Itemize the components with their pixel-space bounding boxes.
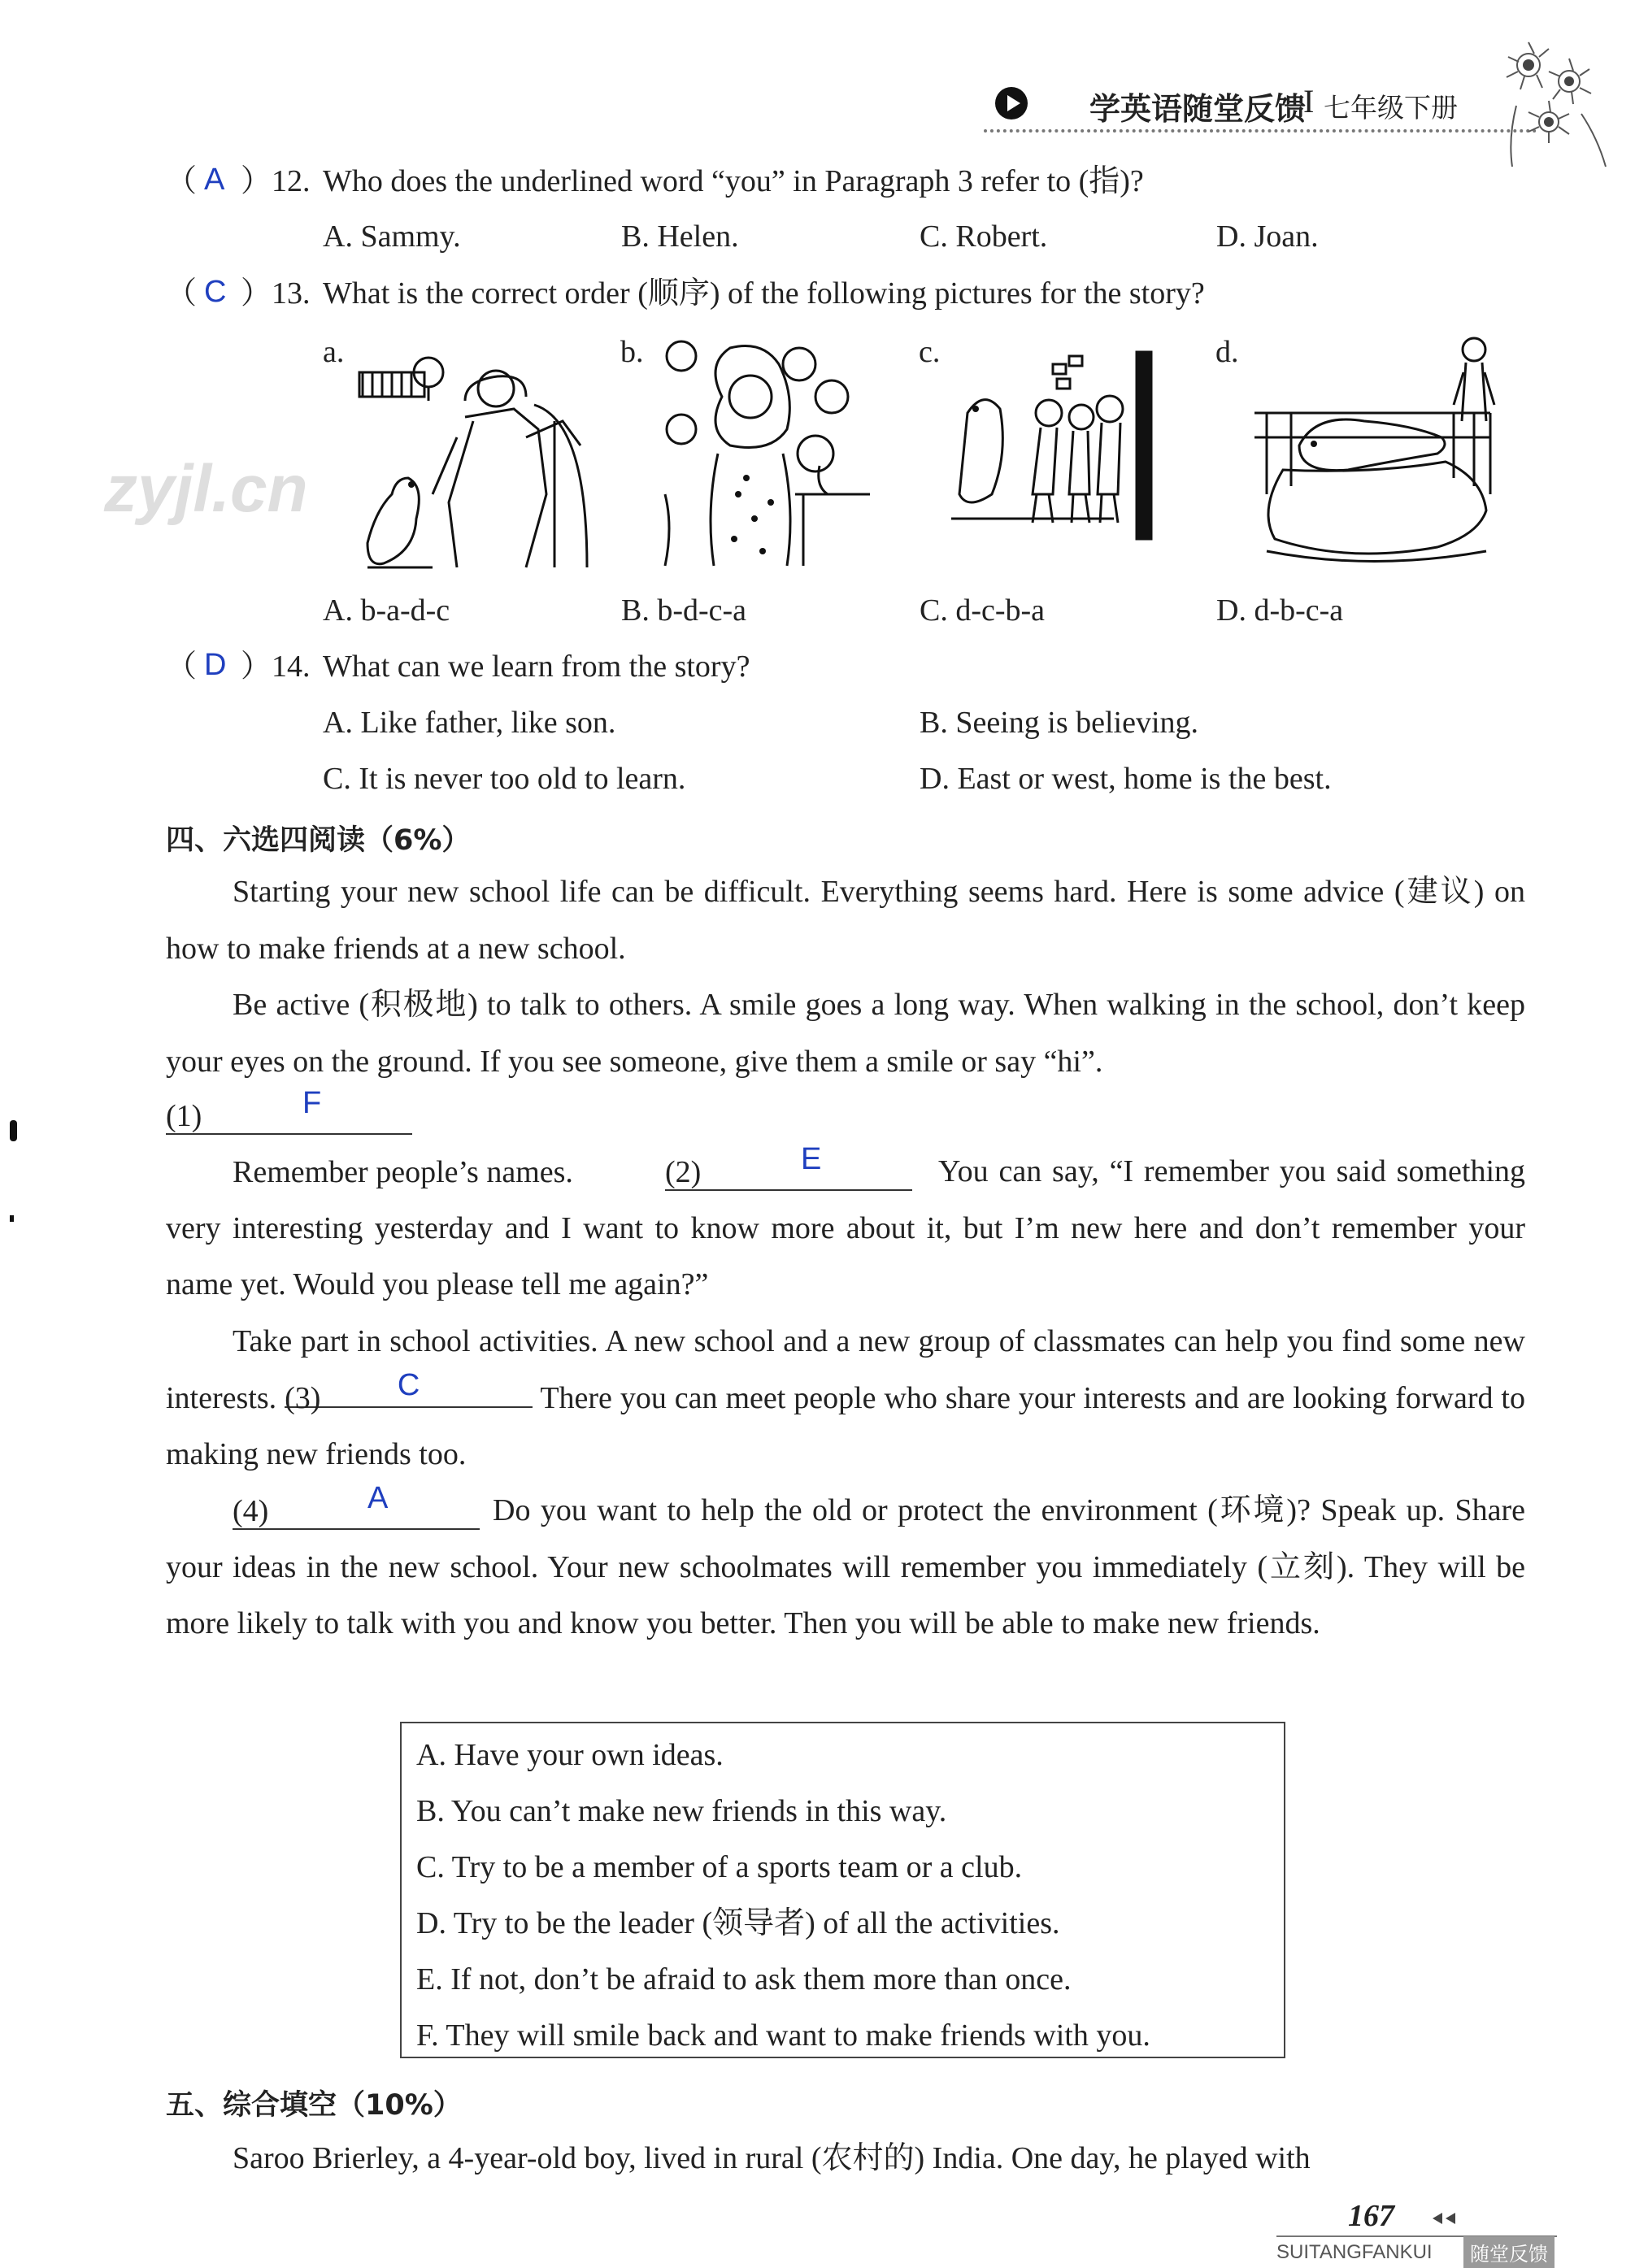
section-4-paragraph-1-text: Starting your new school life can be difficult. Everything seems hard. Here is some advice (建议) on how to make friends at a new school. bbox=[166, 875, 1525, 966]
question-14-number: 14. bbox=[272, 650, 311, 684]
question-12-close-paren: ） bbox=[241, 164, 272, 198]
question-14-stem: What can we learn from the story? bbox=[323, 650, 750, 684]
watermark: zyjl.cn bbox=[104, 452, 308, 526]
blank-3-label: (3) bbox=[285, 1380, 321, 1415]
question-14-option-b: B. Seeing is believing. bbox=[920, 706, 1199, 740]
footer-brand: SUITANGFANKUI bbox=[1276, 2241, 1433, 2263]
section-4-paragraph-5-text: Do you want to help the old or protect the environment (环境)? Speak up. Share your ideas in the new school. Your new schoolmates will remember you immediately (立刻). They will be more likely to talk with you and know you better. Then you will be able to make new friends. bbox=[166, 1493, 1525, 1640]
option-d: D. Try to be the leader (领导者) of all the activities. bbox=[416, 1906, 1060, 1940]
section-4-paragraph-5 bbox=[166, 1483, 1525, 1653]
header bbox=[984, 77, 1545, 142]
blank-1-line bbox=[166, 1133, 412, 1135]
picture-label-d: d. bbox=[1215, 335, 1239, 369]
question-14-close-paren: ） bbox=[241, 650, 272, 684]
question-14-option-a: A. Like father, like son. bbox=[323, 706, 616, 740]
picture-d-seal-on-rock bbox=[1250, 332, 1496, 567]
footer-badge: 随堂反馈 bbox=[1463, 2236, 1555, 2268]
blank-2-answer: E bbox=[801, 1142, 822, 1176]
section-5-heading: 五、综合填空（10%） bbox=[166, 2089, 462, 2122]
option-a: A. Have your own ideas. bbox=[416, 1738, 724, 1772]
question-14-option-d: D. East or west, home is the best. bbox=[920, 762, 1332, 796]
question-12-answer: A bbox=[204, 163, 225, 197]
picture-c-children-seal bbox=[951, 332, 1175, 543]
blank-1-answer: F bbox=[302, 1086, 322, 1120]
section-5-paragraph-1 bbox=[166, 2131, 1525, 2188]
option-b: B. You can’t make new friends in this way. bbox=[416, 1794, 947, 1828]
question-13-option-a: A. b-a-d-c bbox=[323, 593, 450, 628]
picture-b-classroom bbox=[657, 332, 870, 567]
question-13-option-b: B. b-d-c-a bbox=[621, 593, 747, 628]
section-4-paragraph-3-start: Remember people’s names. bbox=[233, 1155, 573, 1189]
section-4-heading: 四、六选四阅读（6%） bbox=[166, 824, 471, 857]
question-12-stem: Who does the underlined word “you” in Paragraph 3 refer to (指)? bbox=[323, 164, 1144, 198]
question-14-open-paren: （ bbox=[166, 650, 198, 684]
blank-3 bbox=[285, 1367, 533, 1415]
header-grade: 七年级下册 bbox=[1324, 92, 1458, 124]
section-4-paragraph-4-text: Take part in school activities. A new school and a new group of classmates can help you find some new interests. bbox=[166, 1324, 1525, 1415]
blank-3-answer: C bbox=[397, 1367, 420, 1402]
blank-1-label: (1) bbox=[166, 1099, 202, 1133]
section-5-paragraph-1-text: Saroo Brierley, a 4-year-old boy, lived in rural (农村的) India. One day, he played with bbox=[233, 2141, 1311, 2175]
section-4-paragraph-3-text: You can say, “I remember you said something very interesting yesterday and I want to know more about it, but I’m new here and don’t remember your name yet. Would you please tell me again?” bbox=[166, 1154, 1525, 1301]
question-13-open-paren: （ bbox=[166, 276, 198, 311]
question-13-option-d: D. d-b-c-a bbox=[1216, 593, 1344, 628]
question-13-option-c: C. d-c-b-a bbox=[920, 593, 1046, 628]
blank-1 bbox=[166, 1097, 202, 1135]
option-f: F. They will smile back and want to make friends with you. bbox=[416, 2018, 1150, 2053]
header-divider: I bbox=[1303, 83, 1315, 119]
question-12 bbox=[166, 163, 197, 200]
header-dotted-line bbox=[984, 129, 1537, 133]
options-box bbox=[400, 1722, 1285, 2058]
section-4-paragraph-3 bbox=[166, 1144, 1525, 1314]
blank-2-label: (2) bbox=[665, 1155, 702, 1189]
question-14-answer: D bbox=[204, 648, 227, 682]
blank-4-answer: A bbox=[367, 1481, 389, 1515]
picture-label-c: c. bbox=[919, 335, 941, 369]
section-4-paragraph-2 bbox=[166, 977, 1525, 1090]
question-13-answer: C bbox=[204, 275, 227, 309]
page-number: 167 bbox=[1348, 2199, 1394, 2233]
question-12-option-a: A. Sammy. bbox=[323, 219, 461, 254]
question-12-open-paren: （ bbox=[166, 164, 198, 198]
picture-label-b: b. bbox=[620, 335, 644, 369]
question-13-close-paren: ） bbox=[241, 276, 272, 311]
question-13-number: 13. bbox=[272, 276, 311, 311]
question-14-option-c: C. It is never too old to learn. bbox=[323, 762, 686, 796]
play-icon bbox=[994, 85, 1029, 121]
section-4-paragraph-4-end: There you can meet people who share your interests and are looking forward to making new friends too. bbox=[166, 1380, 1525, 1471]
margin-mark bbox=[10, 1120, 17, 1141]
option-c: C. Try to be a member of a sports team or a club. bbox=[416, 1850, 1023, 1884]
picture-label-a: a. bbox=[323, 335, 345, 369]
question-12-number: 12. bbox=[272, 164, 311, 198]
picture-a-zookeeper-seal bbox=[351, 332, 595, 576]
question-12-option-c: C. Robert. bbox=[920, 219, 1048, 254]
question-13-stem: What is the correct order (顺序) of the following pictures for the story? bbox=[323, 276, 1205, 311]
margin-mark bbox=[10, 1215, 14, 1222]
section-4-paragraph-1 bbox=[166, 864, 1525, 977]
double-arrow-left-icon bbox=[1431, 2211, 1457, 2226]
header-title: 学英语随堂反馈 bbox=[1089, 91, 1307, 127]
blank-4-label: (4) bbox=[233, 1494, 269, 1528]
question-12-option-b: B. Helen. bbox=[621, 219, 739, 254]
question-12-option-d: D. Joan. bbox=[1216, 219, 1319, 254]
section-4-paragraph-2-text: Be active (积极地) to talk to others. A smile goes a long way. When walking in the school, don’t keep your eyes on the ground. If you see someone, give them a smile or say “hi”. bbox=[166, 988, 1525, 1079]
sunflower-decoration-icon bbox=[1492, 24, 1614, 171]
option-e: E. If not, don’t be afraid to ask them more than once. bbox=[416, 1962, 1072, 1996]
section-4-paragraph-4 bbox=[166, 1314, 1525, 1484]
